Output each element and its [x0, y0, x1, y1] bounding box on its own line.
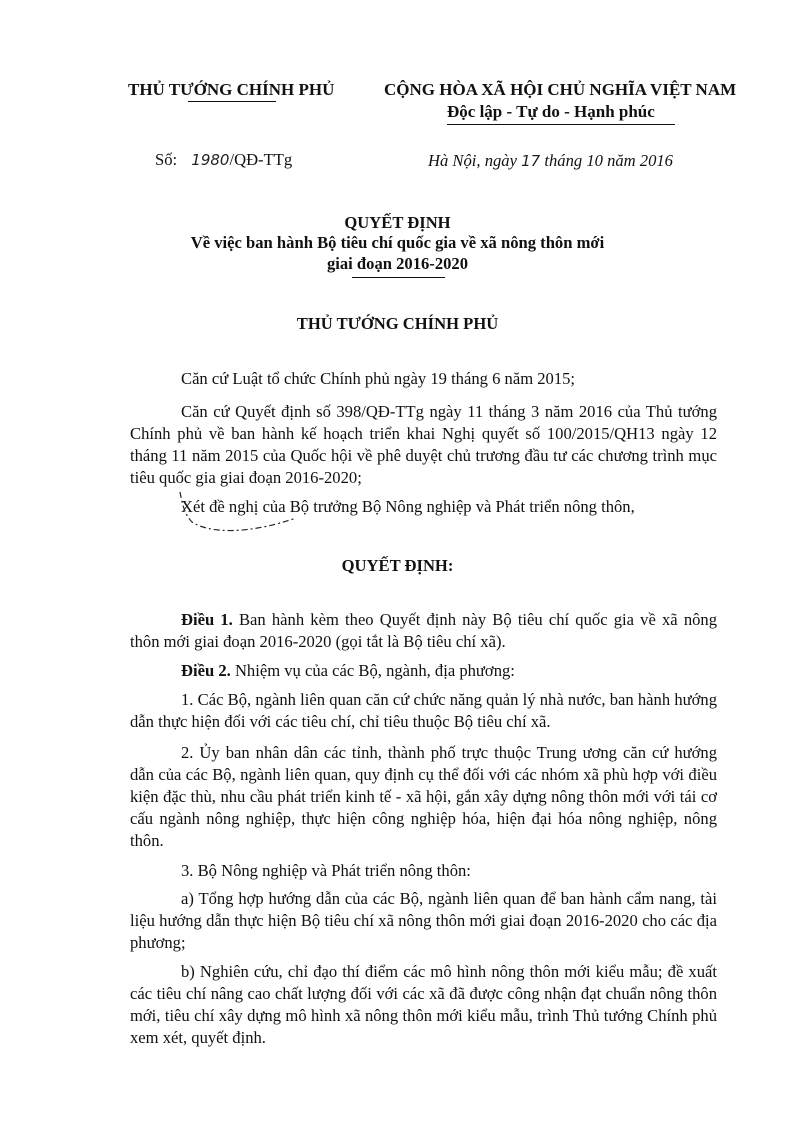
issuer-underline: [188, 101, 276, 102]
document-type: QUYẾT ĐỊNH: [344, 213, 451, 232]
preamble-proposal: Xét đề nghị của Bộ trưởng Bộ Nông nghiệp và Phát triển nông thôn,: [181, 497, 635, 516]
date-suffix: tháng 10 năm 2016: [544, 151, 673, 170]
preamble-decision-basis: Căn cứ Quyết định số 398/QĐ-TTg ngày 11 tháng 3 năm 2016 của Thủ tướng Chính phủ về ban hành kế hoạch triển khai Nghị quyết số 100/2015/QH13 ngày 12 tháng 11 năm 2015 của Quốc hội về phê duyệt chủ trương đầu tư các chương trình mục tiêu quốc gia giai đoạn 2016-2020;: [130, 402, 717, 487]
preamble-law-basis: Căn cứ Luật tổ chức Chính phủ ngày 19 tháng 6 năm 2015;: [181, 369, 576, 388]
article-2-item-3a: a) Tổng hợp hướng dẫn của các Bộ, ngành liên quan để ban hành cẩm nang, tài liệu hướng dẫn thực hiện Bộ tiêu chí xã nông thôn mới giai đoạn 2016-2020 cho các địa phương;: [130, 889, 717, 952]
motto-underline: [447, 124, 675, 125]
article-2: [130, 660, 717, 682]
issuer-name: THỦ TƯỚNG CHÍNH PHỦ: [128, 80, 335, 99]
article-2-text: Nhiệm vụ của các Bộ, ngành, địa phương:: [234, 661, 515, 680]
article-2-item-1: 1. Các Bộ, ngành liên quan căn cứ chức năng quản lý nhà nước, ban hành hướng dẫn thực hiện đối với các tiêu chí, chỉ tiêu thuộc Bộ tiêu chí xã.: [130, 690, 717, 731]
date-prefix: Hà Nội, ngày: [428, 151, 517, 170]
pen-stroke-mark: [170, 488, 310, 540]
article-1-text: Ban hành kèm theo Quyết định này Bộ tiêu chí quốc gia về xã nông thôn mới giai đoạn 2016-2020 (gọi tắt là Bộ tiêu chí xã).: [130, 610, 718, 651]
decision-heading: QUYẾT ĐỊNH:: [341, 556, 454, 575]
number-suffix: /QĐ-TTg: [229, 150, 293, 169]
national-motto: Độc lập - Tự do - Hạnh phúc: [447, 102, 655, 121]
article-1-label: Điều 1.: [181, 610, 233, 629]
subject-line-2: giai đoạn 2016-2020: [326, 254, 469, 273]
issue-date: [428, 151, 673, 171]
handwritten-day: 17: [521, 152, 541, 170]
number-prefix: Số:: [155, 150, 178, 169]
article-2-item-3: 3. Bộ Nông nghiệp và Phát triển nông thôn:: [181, 861, 471, 880]
authority-heading: THỦ TƯỚNG CHÍNH PHỦ: [296, 314, 499, 333]
handwritten-number: 1980: [191, 151, 230, 169]
article-1: [130, 609, 717, 653]
nation-name: CỘNG HÒA XÃ HỘI CHỦ NGHĨA VIỆT NAM: [384, 80, 737, 99]
subject-underline: [352, 277, 445, 278]
document-number: [155, 150, 292, 170]
subject-line-1: Về việc ban hành Bộ tiêu chí quốc gia về xã nông thôn mới: [190, 233, 605, 252]
article-2-item-3b: b) Nghiên cứu, chỉ đạo thí điểm các mô hình nông thôn mới kiểu mẫu; đề xuất các tiêu chí nâng cao chất lượng đối với các xã đã được công nhận đạt chuẩn nông thôn mới, tiêu chí xây dựng mô hình xã nông thôn mới kiểu mẫu, trình Thủ tướng Chính phủ xem xét, quyết định.: [130, 962, 717, 1047]
article-2-label: Điều 2.: [181, 661, 231, 680]
article-2-item-2: 2. Ủy ban nhân dân các tỉnh, thành phố trực thuộc Trung ương căn cứ hướng dẫn của các Bộ, ngành liên quan, quy định cụ thể đối với các nhóm xã phù hợp với điều kiện đặc thù, nhu cầu phát triển kinh tế - xã hội, gắn xây dựng nông thôn mới với tái cơ cấu ngành nông nghiệp, thực hiện công nghiệp hóa, hiện đại hóa nông nghiệp, nông thôn.: [130, 743, 717, 850]
